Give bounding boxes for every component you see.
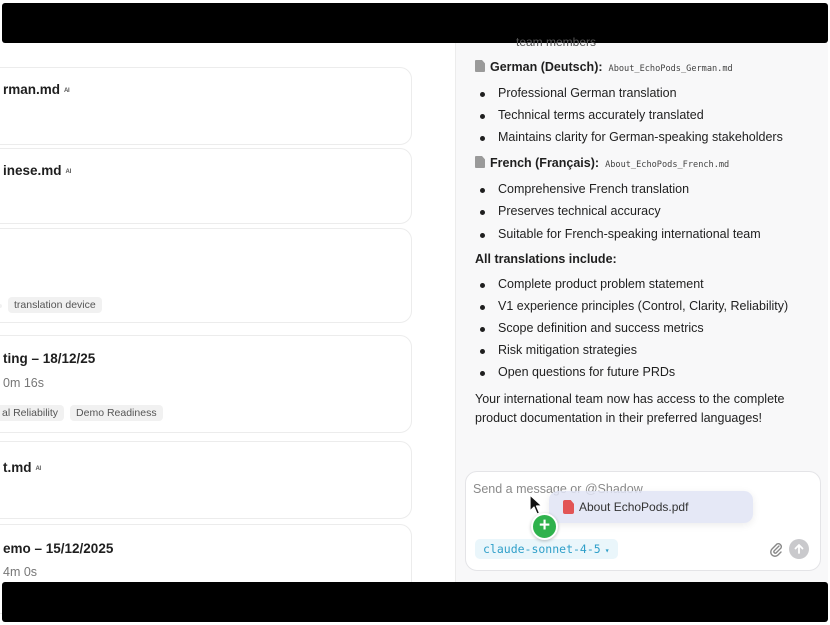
letterbox-bottom [2, 582, 828, 622]
pdf-file-icon [563, 500, 574, 514]
list-item: Risk mitigation strategies [498, 343, 637, 357]
card-title: inese.md AI [3, 163, 71, 178]
ai-badge: AI [65, 169, 71, 175]
dragged-file-name: About EchoPods.pdf [579, 500, 689, 514]
card-title: t.md AI [3, 460, 41, 475]
document-icon [475, 156, 485, 168]
session-list-panel [0, 43, 455, 582]
card-duration: 4m 0s [3, 565, 38, 579]
ai-badge: AI [64, 88, 70, 94]
list-card[interactable] [0, 335, 412, 433]
closing-paragraph: Your international team now has access to the complete product documentation in their preferred languages! [475, 392, 785, 425]
card-duration: 0m 16s [3, 376, 44, 390]
list-card[interactable] [0, 67, 412, 145]
list-item: Professional German translation [498, 86, 677, 100]
tag: Demo Readiness [70, 405, 163, 421]
message-text: team members [516, 35, 597, 49]
section-heading: All translations include: [475, 252, 617, 266]
list-item: V1 experience principles (Control, Clarity, Reliability) [498, 299, 789, 313]
file-name: About_EchoPods_German.md [608, 64, 733, 74]
list-card[interactable] [0, 148, 412, 224]
card-title: emo – 15/12/2025 [3, 541, 114, 556]
list-item: Maintains clarity for German-speaking stakeholders [498, 130, 783, 144]
file-name: About_EchoPods_French.md [605, 160, 730, 170]
list-item: Scope definition and success metrics [498, 321, 704, 335]
card-title: rman.md AI [3, 82, 70, 97]
ai-badge: AI [35, 466, 41, 472]
card-title: ting – 18/12/25 [3, 351, 96, 366]
tag: al Reliability [0, 405, 64, 421]
list-card[interactable] [0, 228, 412, 323]
document-icon [475, 60, 485, 72]
file-heading-french: French (Français): About_EchoPods_French.md [475, 156, 729, 170]
dragged-file-chip[interactable] [549, 491, 753, 523]
chevron-down-icon: ▾ [604, 546, 610, 555]
tag-list [0, 295, 108, 313]
tag-list [0, 403, 169, 421]
send-button[interactable] [789, 539, 809, 559]
list-item: Preserves technical accuracy [498, 204, 661, 218]
arrow-up-icon [789, 539, 809, 559]
model-selector[interactable]: claude-sonnet-4-5 ▾ [475, 539, 618, 559]
copy-plus-icon: + [531, 513, 558, 540]
tag [0, 304, 2, 308]
paperclip-icon[interactable] [768, 541, 784, 557]
list-card[interactable] [0, 441, 412, 519]
list-item: Comprehensive French translation [498, 182, 690, 196]
file-heading-german: German (Deutsch): About_EchoPods_German.md [475, 60, 733, 74]
letterbox-top [2, 3, 828, 43]
list-item: Open questions for future PRDs [498, 365, 676, 379]
list-item: Suitable for French-speaking international team [498, 227, 761, 241]
list-item: Technical terms accurately translated [498, 108, 704, 122]
tag: translation device [8, 297, 102, 313]
list-item: Complete product problem statement [498, 277, 704, 291]
